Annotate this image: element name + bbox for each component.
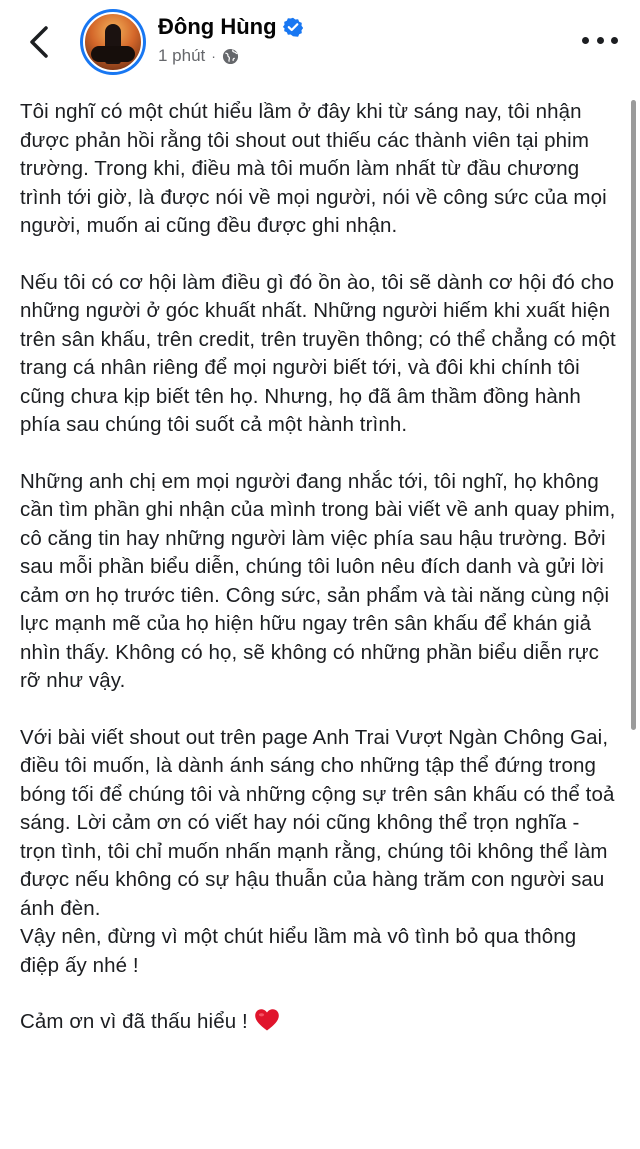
post-paragraph-5: Vậy nên, đừng vì một chút hiểu lầm mà vô tình bỏ qua thông điệp ấy nhé ! [20,925,577,977]
post-paragraph-2: Nếu tôi có cơ hội làm điều gì đó ồn ào, tôi sẽ dành cơ hội đó cho những người ở góc khuất nhất. Những người hiếm khi xuất hiện trên sân khấu, trên credit, trên truyền thông; có thể chẳng có một trang cá nhân riêng để mọi người biết tới, và đôi khi chính tôi cũng chưa kịp biết tên họ. Nhưng, họ đã âm thầm đồng hành phía sau chúng tôi suốt cả một hành trình. [20,270,616,436]
verified-badge-icon [283,17,303,37]
author-row [158,14,303,40]
post-header [0,0,640,90]
post-paragraph-1: Tôi nghĩ có một chút hiểu lầm ở đây khi từ sáng nay, tôi nhận được phản hồi rằng tôi shout out thiếu các thành viên tại phim trường. Trong khi, điều mà tôi muốn làm nhất từ đầu chương trình tới giờ, là được nói về mọi người, nói về công sức của mọi người, muốn ai cũng đều được ghi nhận. [20,100,607,237]
post-paragraph-4: Với bài viết shout out trên page Anh Trai Vượt Ngàn Chông Gai, điều tôi muốn, là dành ánh sáng cho những tập thể đứng trong bóng tối để chúng tôi và những cộng sự trên sân khấu có thể toả sáng. Lời cảm ơn có viết hay nói cũng không thể trọn nghĩa - trọn tình, tôi chỉ muốn nhấn mạnh rằng, chúng tôi không thể làm được nếu không có sự hậu thuẫn của hàng trăm con người sau ánh đèn. [20,725,615,920]
post-time[interactable]: 1 phút [158,46,206,65]
chevron-left-icon[interactable] [22,22,56,62]
post-closing-line [20,1008,620,1037]
post-meta [158,46,239,66]
meta-separator: · [211,48,216,64]
globe-icon [222,48,239,65]
post-paragraph-3: Những anh chị em mọi người đang nhắc tới, tôi nghĩ, họ không cần tìm phần ghi nhận của mình trong bài viết về anh quay phim, cô căng tin hay những người làm việc phía sau hậu trường. Bởi sau mỗi phần biểu diễn, chúng tôi luôn nêu đích danh và gửi lời cảm ơn họ trước tiên. Công sức, sản phẩm và tài năng cùng nội lực mạnh mẽ của họ hiện hữu ngay trên sân khấu để khán giả nhìn thấy. Không có họ, sẽ không có những phần biểu diễn rực rỡ như vậy. [20,469,616,692]
scrollbar[interactable] [631,100,636,730]
post-body [20,98,620,1037]
avatar-image [83,12,143,72]
post-paragraph-6: Cảm ơn vì đã thấu hiểu ! [20,1010,248,1033]
avatar[interactable] [80,9,146,75]
author-name[interactable]: Đông Hùng [158,14,277,39]
heart-icon [254,1008,280,1032]
more-options-button[interactable] [582,28,618,52]
more-horizontal-icon [582,37,589,44]
